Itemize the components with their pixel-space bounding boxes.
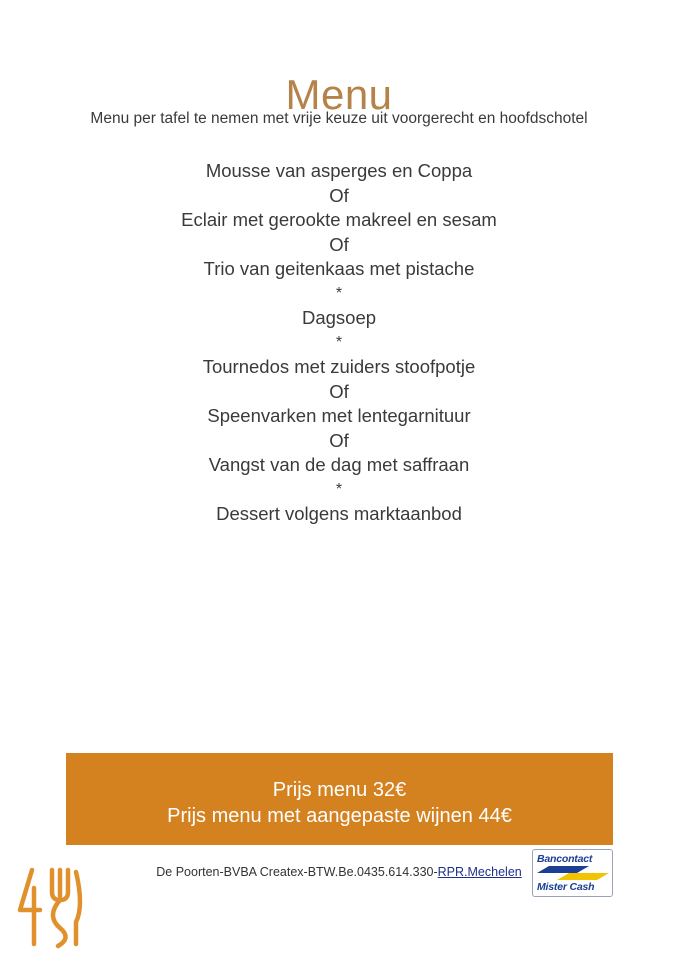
menu-list xyxy=(0,159,678,527)
bancontact-badge xyxy=(532,849,613,897)
menu-item: Vangst van de dag met saffraan xyxy=(208,454,470,475)
menu-item: Trio van geitenkaas met pistache xyxy=(203,258,475,279)
page-title: Menu xyxy=(285,71,393,118)
menu-separator: Of xyxy=(329,380,349,402)
rpr-link[interactable]: RPR.Mechelen xyxy=(437,865,522,879)
menu-course-divider: * xyxy=(335,284,343,302)
menu-course-divider: * xyxy=(335,333,343,351)
menu-subtitle: Menu per tafel te nemen met vrije keuze uit voorgerecht en hoofdschotel xyxy=(90,110,588,127)
bancontact-stripes-icon xyxy=(537,866,609,880)
menu-item: Dessert volgens marktaanbod xyxy=(216,503,462,524)
menu-item: Speenvarken met lentegarnituur xyxy=(207,405,471,426)
menu-separator: Of xyxy=(329,184,349,206)
mistercash-label: Mister Cash xyxy=(537,881,595,893)
price-band xyxy=(66,753,613,845)
menu-course-divider: * xyxy=(335,480,343,498)
menu-item: Eclair met gerookte makreel en sesam xyxy=(181,209,497,230)
company-info: De Poorten-BVBA Createx-BTW.Be.0435.614.330- xyxy=(156,865,438,879)
menu-item: Dagsoep xyxy=(301,307,377,328)
menu-separator: Of xyxy=(329,233,349,255)
menu-separator: Of xyxy=(329,429,349,451)
menu-item: Tournedos met zuiders stoofpotje xyxy=(202,356,476,377)
menu-item: Mousse van asperges en Coppa xyxy=(205,160,473,181)
menu-wine-price: Prijs menu met aangepaste wijnen 44€ xyxy=(167,805,512,827)
bancontact-label: Bancontact xyxy=(537,853,593,865)
menu-price: Prijs menu 32€ xyxy=(272,779,407,801)
cutlery-4s-logo-icon xyxy=(16,866,88,950)
